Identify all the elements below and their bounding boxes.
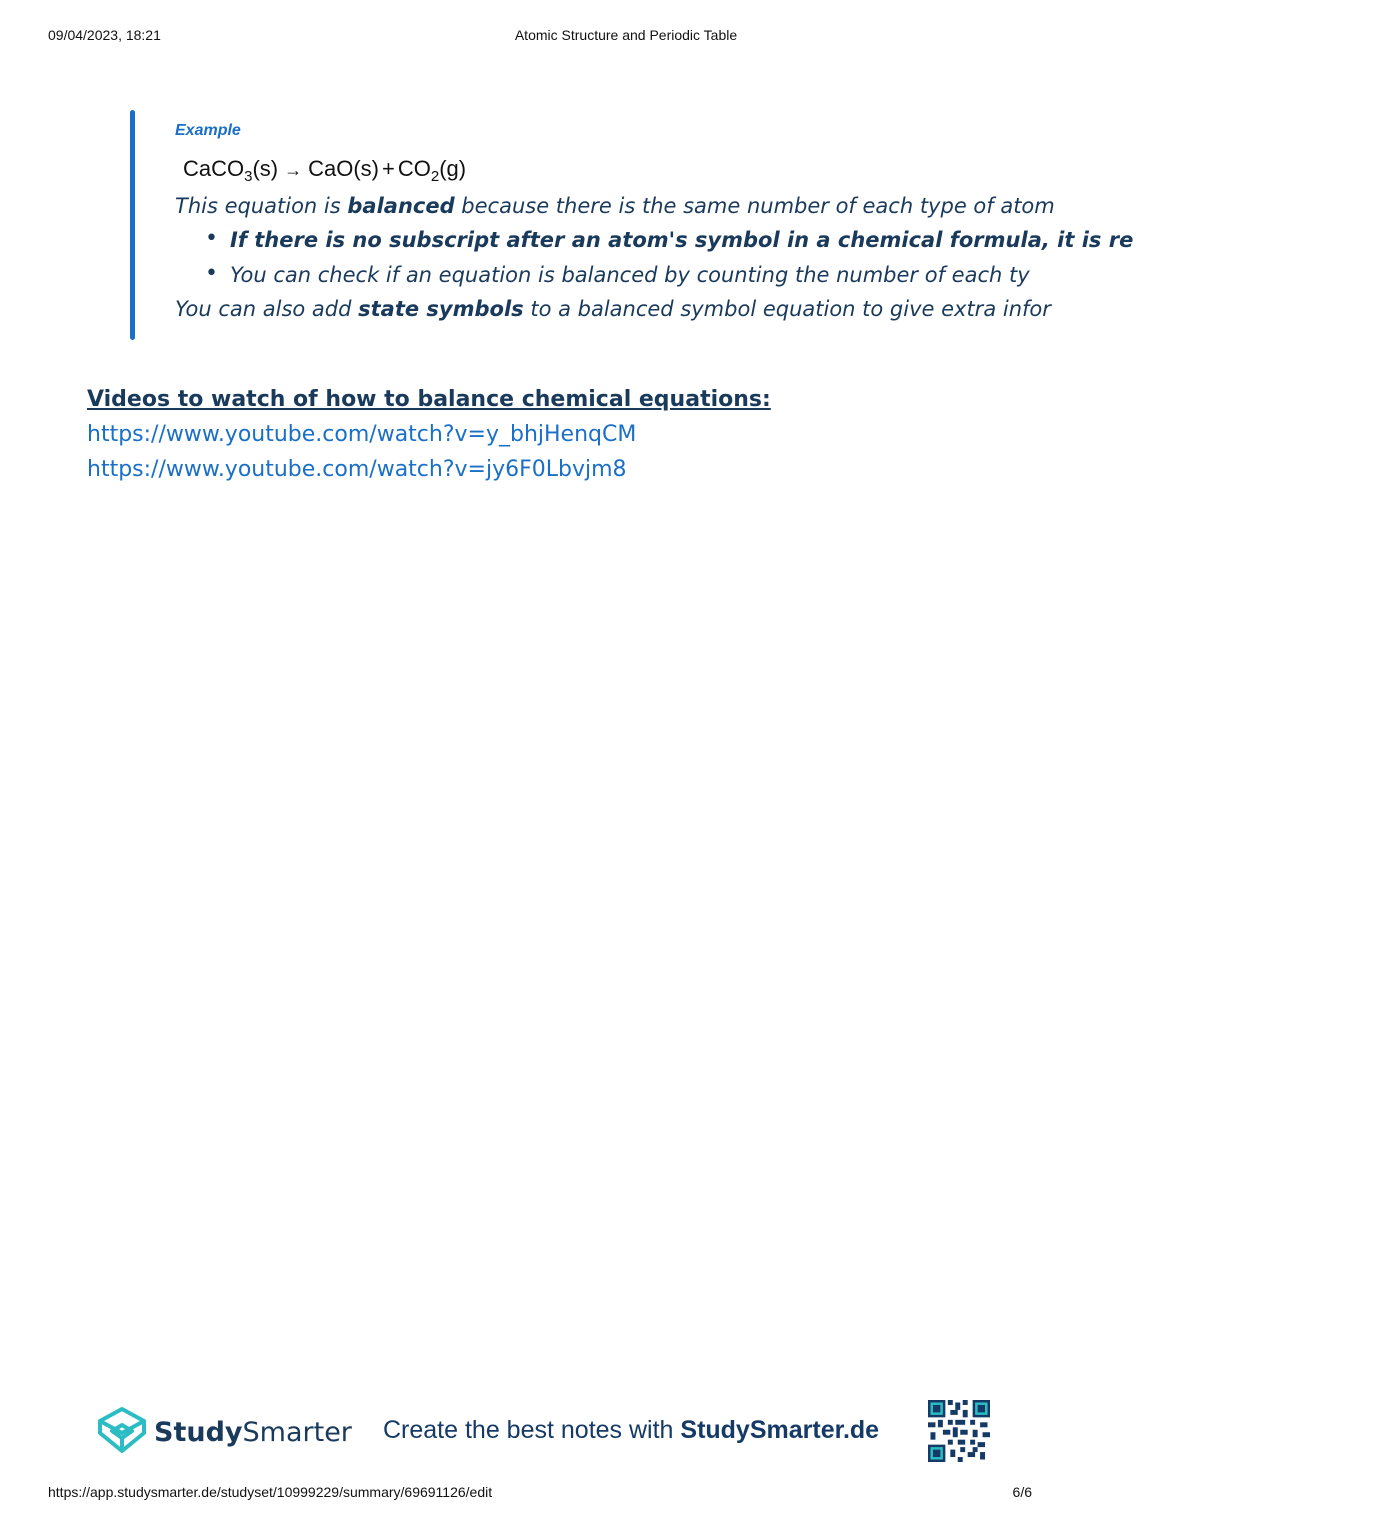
footer-tagline [383,1416,879,1445]
text-segment: This equation is [175,194,348,218]
bullet-dot-icon: • [205,261,218,286]
page-number: 6/6 [1012,1484,1032,1500]
example-callout [130,110,1134,340]
brand-name [154,1417,352,1448]
footer-url: https://app.studysmarter.de/studyset/10999229/summary/69691126/edit [48,1484,493,1500]
reactant-state: (s) [252,156,279,181]
reactant-formula: CaCO [183,156,245,181]
product-2-formula: CO [397,156,431,181]
state-symbols-note [175,297,1051,321]
keyword-state-symbols: state symbols [358,297,524,321]
print-date: 09/04/2023, 18:21 [48,27,161,43]
studysmarter-logo [96,1405,352,1455]
text-segment: to a balanced symbol equation to give extra infor [523,297,1051,321]
text-segment: You can also add [175,297,359,321]
document-title: Atomic Structure and Periodic Table [514,27,738,43]
reactant-subscript: 3 [244,168,253,185]
video-link[interactable]: https://www.youtube.com/watch?v=jy6F0Lbvjm8 [87,457,627,482]
qr-code-icon[interactable] [928,1400,990,1462]
product-2-subscript: 2 [430,168,440,185]
reaction-arrow-icon: → [284,160,303,180]
product-1: CaO(s) [308,156,380,181]
tagline-text: Create the best notes with [383,1416,681,1444]
brand-name-light: Smarter [242,1417,352,1448]
videos-heading: Videos to watch of how to balance chemical equations: [87,387,771,412]
example-label: Example [175,122,241,139]
bullet-text: You can check if an equation is balanced by counting the number of each ty [230,263,1030,287]
product-2-state: (g) [439,156,467,181]
keyword-balanced: balanced [347,194,455,218]
brand-name-bold: Study [154,1417,243,1448]
video-link[interactable]: https://www.youtube.com/watch?v=y_bhjHenqCM [87,422,637,447]
studysmarter-cube-icon [96,1405,148,1455]
text-segment: because there is the same number of each type of atom [454,194,1055,218]
chemical-equation [183,156,466,185]
tagline-brand: StudySmarter.de [680,1416,880,1444]
bullet-text: If there is no subscript after an atom's symbol in a chemical formula, it is re [230,228,1134,252]
plus-sign: + [382,156,395,181]
bullet-dot-icon: • [205,226,218,251]
balanced-explanation [175,194,1055,218]
callout-accent-bar [130,110,135,340]
